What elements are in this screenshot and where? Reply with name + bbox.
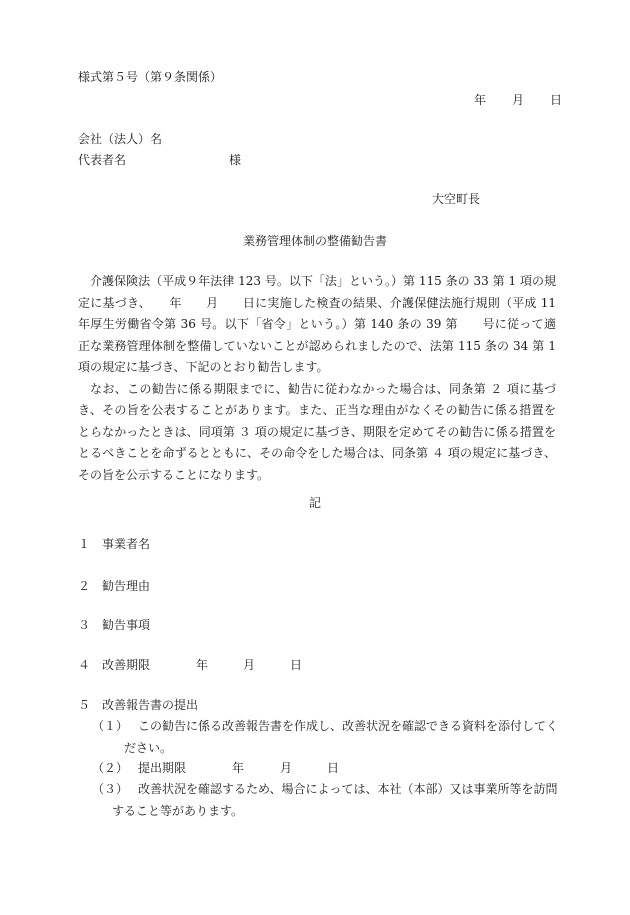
item-number: ３ — [78, 618, 91, 632]
subitem-3-continued: すること等があります。 — [112, 804, 244, 818]
item-matters — [78, 617, 150, 633]
ki-heading: 記 — [308, 496, 321, 510]
date-month: 月 — [512, 93, 525, 107]
subitem-text: この勧告に係る改善報告書を作成し、改善状況を確認できる資料を添付してく — [138, 719, 559, 733]
subitem-2 — [92, 760, 186, 776]
subitem-number: （１） — [92, 719, 129, 733]
deadline-month: 月 — [243, 658, 256, 672]
item-label: 改善期限 — [102, 658, 151, 672]
subitem-text: 改善状況を確認するため、場合によっては、本社（本部）又は事業所等を訪問 — [138, 782, 558, 796]
document-title: 業務管理体制の整備勧告書 — [242, 234, 387, 248]
body-paragraph-1: 介護保険法（平成９年法律 123 号。以下「法」という。）第 115 条の 33 第 1 項の規定に基づき、 年 月 日に実施した検査の結果、介護保健法施行規則（平成 11 年厚生労働省令第 36 号。以下「省令」という。）第 140 条の 39 第 号に従って適正な業務管理体制を整備していないことが認められましたので、法第 115 条の 34 第 1 項の規定に基づき、下記のとおり勧告します。 — [78, 274, 556, 374]
subitem-1 — [92, 718, 558, 734]
submission-day: 日 — [327, 761, 340, 775]
item-report-submission — [78, 697, 198, 713]
deadline-year: 年 — [196, 658, 209, 672]
submission-month: 月 — [280, 761, 293, 775]
subitem-number: （３） — [92, 782, 129, 796]
date-day: 日 — [550, 93, 563, 107]
item-label: 勧告理由 — [102, 579, 151, 593]
form-number: 様式第５号（第９条関係） — [78, 70, 223, 84]
body-paragraph-2: なお、この勧告に係る期限までに、勧告に従わなかった場合は、同条第 ２ 項に基づき、その旨を公表することがあります。また、正当な理由がなくその勧告に係る措置をとらなかったときは、同項第 ３ 項の規定に基づき、期限を定めてその勧告に係る措置をとるべきことを命ずるとともに、その命令をした場合は、同条第 ４ 項の規定に基づき、その旨を公示することになります。 — [78, 381, 556, 482]
representative-label: 代表者名 — [78, 153, 127, 167]
item-label: 事業者名 — [102, 537, 151, 551]
deadline-day: 日 — [290, 658, 303, 672]
item-label: 改善報告書の提出 — [102, 698, 199, 712]
item-deadline — [78, 657, 150, 673]
body-text — [78, 271, 556, 486]
submission-year: 年 — [232, 761, 245, 775]
subitem-text: 提出期限 — [138, 761, 187, 775]
honorific: 様 — [229, 153, 242, 167]
item-reason — [78, 578, 150, 594]
item-label: 勧告事項 — [102, 618, 151, 632]
date-year: 年 — [474, 93, 487, 107]
sender-name: 大空町長 — [432, 192, 481, 206]
subitem-3 — [92, 781, 558, 797]
subitem-1-continued: ださい。 — [124, 741, 173, 755]
subitem-number: （２） — [92, 761, 129, 775]
item-number: ２ — [78, 579, 91, 593]
item-number: ５ — [78, 698, 91, 712]
item-business-name — [78, 536, 150, 552]
issue-date — [474, 92, 562, 108]
item-number: ４ — [78, 658, 91, 672]
item-number: １ — [78, 537, 91, 551]
company-name-label: 会社（法人）名 — [78, 132, 163, 146]
